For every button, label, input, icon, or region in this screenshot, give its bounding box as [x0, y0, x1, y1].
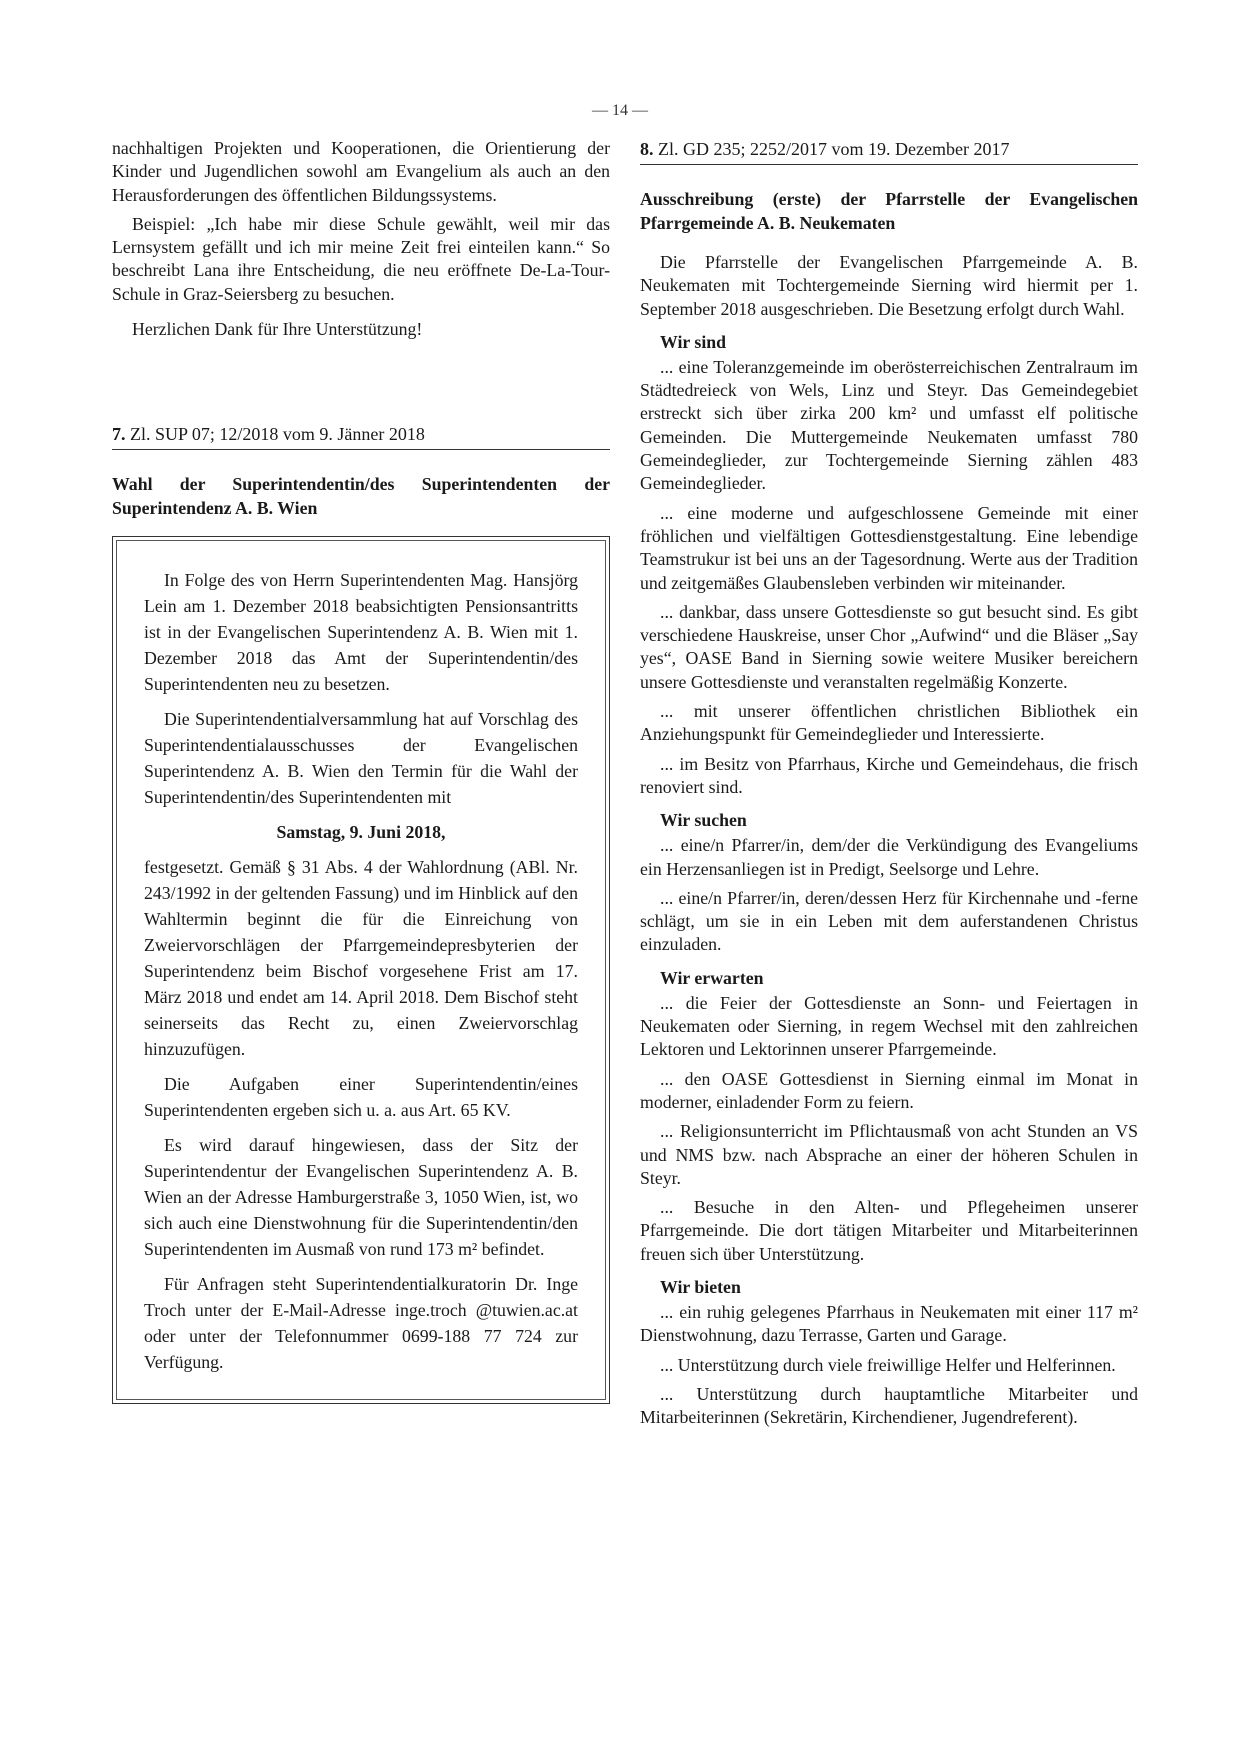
wir-bieten-item-2: ... Unterstützung durch viele freiwillige Helfer und Helferinnen. — [660, 1354, 1116, 1375]
heading-wir-erwarten: Wir erwarten — [660, 967, 764, 988]
wir-sind-item-5: ... im Besitz von Pfarrhaus, Kirche und Gemeindehaus, die frisch renoviert sind. — [640, 753, 1138, 797]
announcement-box — [112, 536, 610, 1404]
box-paragraph-2: Die Superintendentialversammlung hat auf Vorschlag des Superintendentialausschusses der Evangelischen Superintendenz A. B. Wien den Termin für die Wahl der Superintendentin/des Superintendenten mit — [144, 709, 578, 808]
section-8-ref: Zl. GD 235; 2252/2017 vom 19. Dezember 2017 — [658, 139, 1010, 159]
wir-erwarten-item-2: ... den OASE Gottesdienst in Sierning einmal im Monat in moderner, einladender Form zu feiern. — [640, 1068, 1138, 1112]
wir-erwarten-item-1: ... die Feier der Gottesdienste an Sonn- und Feiertagen in Neukematen oder Sierning, in regem Wechsel mit den zahlreichen Lektoren und Lektorinnen unserer Pfarrgemeinde. — [640, 992, 1138, 1060]
left-column — [112, 137, 610, 1404]
wir-bieten-item-3: ... Unterstützung durch hauptamtliche Mitarbeiter und Mitarbeiterinnen (Sekretärin, Kirchendiener, Jugendreferent). — [640, 1383, 1138, 1428]
right-column — [640, 137, 1138, 1435]
box-paragraph-5: Es wird darauf hingewiesen, dass der Sitz der Superintendentur der Evangelischen Superintendenz A. B. Wien an der Adresse Hamburgerstraße 3, 1050 Wien, ist, wo sich auch eine Dienstwohnung für die Superintendentin/den Superintendenten im Ausmaß von rund 173 m² befindet. — [144, 1135, 578, 1260]
wir-sind-item-2: ... eine moderne und aufgeschlossene Gemeinde mit einer fröhlichen und vielfältigen Gottesdienstgestaltung. Eine lebendige Teamstrukur ist bei uns an der Tagesordnung. Werte aus der Tradition und zeitgemäßes Glaubensleben verbinden wir miteinander. — [640, 502, 1138, 593]
section-7-number: 7. — [112, 424, 126, 445]
wir-suchen-item-2: ... eine/n Pfarrer/in, deren/dessen Herz für Kirchennahe und -ferne schlägt, um sie in ein Leben mit dem auferstandenen Christus einzuladen. — [640, 887, 1138, 955]
section-8-intro: Die Pfarrstelle der Evangelischen Pfarrgemeinde A. B. Neukematen mit Tochtergemeinde Sierning wird hiermit per 1. September 2018 ausgeschrieben. Die Besetzung erfolgt durch Wahl. — [640, 252, 1138, 319]
wir-bieten-item-1: ... ein ruhig gelegenes Pfarrhaus in Neukematen mit einer 117 m² Dienstwohnung, dazu Terrasse, Garten und Garage. — [640, 1301, 1138, 1346]
intro-paragraph-1: nachhaltigen Projekten und Kooperationen, die Orientierung der Kinder und Jugendlichen sowohl am Evangelium als auch an den Herausforderungen des öffentlichen Bildungssystems. — [112, 138, 610, 205]
section-8-number: 8. — [640, 139, 654, 159]
wir-sind-item-4: ... mit unserer öffentlichen christlichen Bibliothek ein Anziehungspunkt für Gemeindeglieder und Interessierte. — [640, 701, 1138, 745]
section-8-heading — [640, 137, 1138, 165]
wir-erwarten-item-3: ... Religionsunterricht im Pflichtausmaß von acht Stunden an VS und NMS bzw. nach Absprache an einer der höheren Schulen in Steyr. — [640, 1121, 1138, 1188]
intro-paragraph-3: Herzlichen Dank für Ihre Unterstützung! — [132, 319, 423, 340]
box-paragraph-1: In Folge des von Herrn Superintendenten Mag. Hansjörg Lein am 1. Dezember 2018 beabsichtigten Pensionsantritts ist in der Evangelischen Superintendenz A. B. Wien mit 1. Dezember 2018 das Amt der Superintendentin/des Superintendenten neu zu besetzen. — [144, 570, 578, 695]
announcement-box-inner — [116, 540, 606, 1400]
section-7-heading — [112, 422, 610, 450]
wir-sind-item-3: ... dankbar, dass unsere Gottesdienste so gut besucht sind. Es gibt verschiedene Hauskreise, unser Chor „Aufwind“ und die Bläser „Say yes“, OASE Band in Sierning sowie weitere Musiker bereichern unsere Gottesdienste und veranstalten regelmäßig Konzerte. — [640, 601, 1138, 692]
heading-wir-bieten: Wir bieten — [660, 1276, 741, 1297]
wir-sind-item-1: ... eine Toleranzgemeinde im oberösterreichischen Zentralraum im Städtedreieck von Wels, Linz und Steyr. Das Gemeindegebiet erstreckt sich über zirka 200 km² und umfasst elf politische Gemeinden. Die Muttergemeinde Neukematen umfasst 780 Gemeindeglieder, zur Tochtergemeinde Sierning zählen 483 Gemeindeglieder. — [640, 356, 1138, 494]
section-7-ref: Zl. SUP 07; 12/2018 vom 9. Jänner 2018 — [130, 424, 425, 445]
election-date: Samstag, 9. Juni 2018, — [276, 822, 446, 843]
box-paragraph-4: Die Aufgaben einer Superintendentin/eines Superintendenten ergeben sich u. a. aus Art. 65 KV. — [144, 1074, 578, 1121]
box-paragraph-6: Für Anfragen steht Superintendentialkuratorin Dr. Inge Troch unter der E-Mail-Adresse inge.troch @tuwien.ac.at oder unter der Telefonnummer 0699-188 77 724 zur Verfügung. — [144, 1274, 578, 1373]
wir-erwarten-item-4: ... Besuche in den Alten- und Pflegeheimen unserer Pfarrgemeinde. Die dort tätigen Mitarbeiter und Mitarbeiterinnen freuen sich über Unterstützung. — [640, 1197, 1138, 1264]
section-8-title: Ausschreibung (erste) der Pfarrstelle der Evangelischen Pfarrgemeinde A. B. Neukematen — [640, 189, 1138, 233]
page-number: — 14 — — [592, 102, 648, 119]
section-7-title: Wahl der Superintendentin/des Superintendenten der Superintendenz A. B. Wien — [112, 474, 610, 519]
box-paragraph-3: festgesetzt. Gemäß § 31 Abs. 4 der Wahlordnung (ABl. Nr. 243/1992 in der geltenden Fassung) und im Hinblick auf den Wahltermin beginnt die für die Einreichung von Zweiervorschlägen der Pfarrgemeindepresbyterien der Superintendenz beim Bischof vorgesehene Frist am 17. März 2018 und endet am 14. April 2018. Dem Bischof steht seinerseits das Recht zu, einen Zweiervorschlag hinzuzufügen. — [144, 857, 578, 1060]
heading-wir-suchen: Wir suchen — [660, 810, 747, 831]
wir-suchen-item-1: ... eine/n Pfarrer/in, dem/der die Verkündigung des Evangeliums ein Herzensanliegen ist in Predigt, Seelsorge und Lehre. — [640, 835, 1138, 879]
heading-wir-sind: Wir sind — [660, 331, 727, 352]
intro-paragraph-2: Beispiel: „Ich habe mir diese Schule gewählt, weil mir das Lernsystem gefällt und ich mir meine Zeit frei einteilen kann.“ So beschreibt Lana ihre Entscheidung, die neu eröffnete De-La-Tour-Schule in Graz-Seiersberg zu besuchen. — [112, 213, 610, 304]
